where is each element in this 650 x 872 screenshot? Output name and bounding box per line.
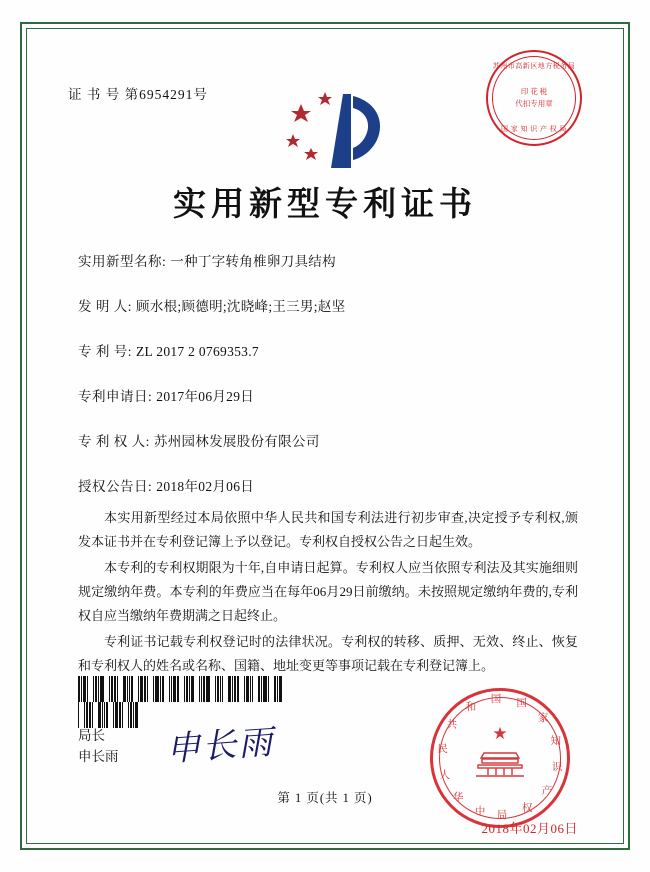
certificate-number: 证 书 号 第6954291号 [68,87,208,102]
field-value: 2018年02月06日 [156,479,255,494]
seal-line-2: 代扣专用章 [515,99,553,108]
barcode [78,676,283,702]
field-value: 顾水根;顾德明;沈晓峰;王三男;赵坚 [136,299,346,314]
tiananmen-icon [472,745,528,779]
field-row [78,430,584,450]
director-title-label: 局长 [78,728,105,743]
certificate-content [26,28,624,844]
handwritten-signature: 申长雨 [164,722,276,770]
field-list [78,250,584,520]
legal-paragraph: 专利证书记载专利权登记时的法律状况。专利权的转移、质押、无效、终止、恢复和专利权人的姓名或名称、国籍、地址变更等事项记载在专利登记簿上。 [78,634,578,674]
field-label: 专 利 号: [78,344,133,359]
field-label: 授权公告日: [78,479,153,494]
field-row [78,250,584,270]
page-footer: 第 1 页(共 1 页) [277,791,373,805]
legal-text-block [78,506,578,680]
ip-office-emblem-icon [281,86,391,176]
seal-line-1: 印 花 税 [520,87,548,96]
page-title: 实用新型专利证书 [173,187,477,223]
field-row [78,475,584,495]
signature-block [78,726,119,768]
seal-date: 2018年02月06日 [481,821,578,836]
field-label: 实用新型名称: [78,254,167,269]
star-icon: ★ [492,724,508,743]
field-value: 苏州园林发展股份有限公司 [153,434,320,449]
seal-arc-bottom-text: 国 家 知 识 产 权 局 [501,125,567,133]
field-row [78,385,584,405]
field-row [78,340,584,360]
field-value: ZL 2017 2 0769353.7 [136,344,259,359]
field-label: 专利申请日: [78,389,153,404]
field-value: 2017年06月29日 [156,389,255,404]
director-name-label: 申长雨 [78,748,119,764]
legal-paragraph: 本实用新型经过本局依照中华人民共和国专利法进行初步审查,决定授予专利权,颁发本证书并在专利登记簿上予以登记。专利权自授权公告之日起生效。 [78,510,578,550]
field-label: 专 利 权 人: [78,434,150,449]
tax-stamp-seal [486,50,582,146]
field-row [78,295,584,315]
field-value: 一种丁字转角椎卵刀具结构 [170,254,336,269]
national-ip-office-seal: ★ 中 华 人 民 共 和 国 国 家 知 识 产 权 局 [430,688,570,828]
legal-paragraph: 本专利的专利权期限为十年,自申请日起算。专利权人应当依照专利法及其实施细则规定缴纳年费。本专利的年费应当在每年06月29日前缴纳。未按照规定缴纳年费的,专利权自应当缴纳年费期满之日起终止。 [78,560,578,624]
field-label: 发 明 人: [78,299,133,314]
seal-arc-top-text: 苏州市高新区地方税务局 [492,62,576,70]
